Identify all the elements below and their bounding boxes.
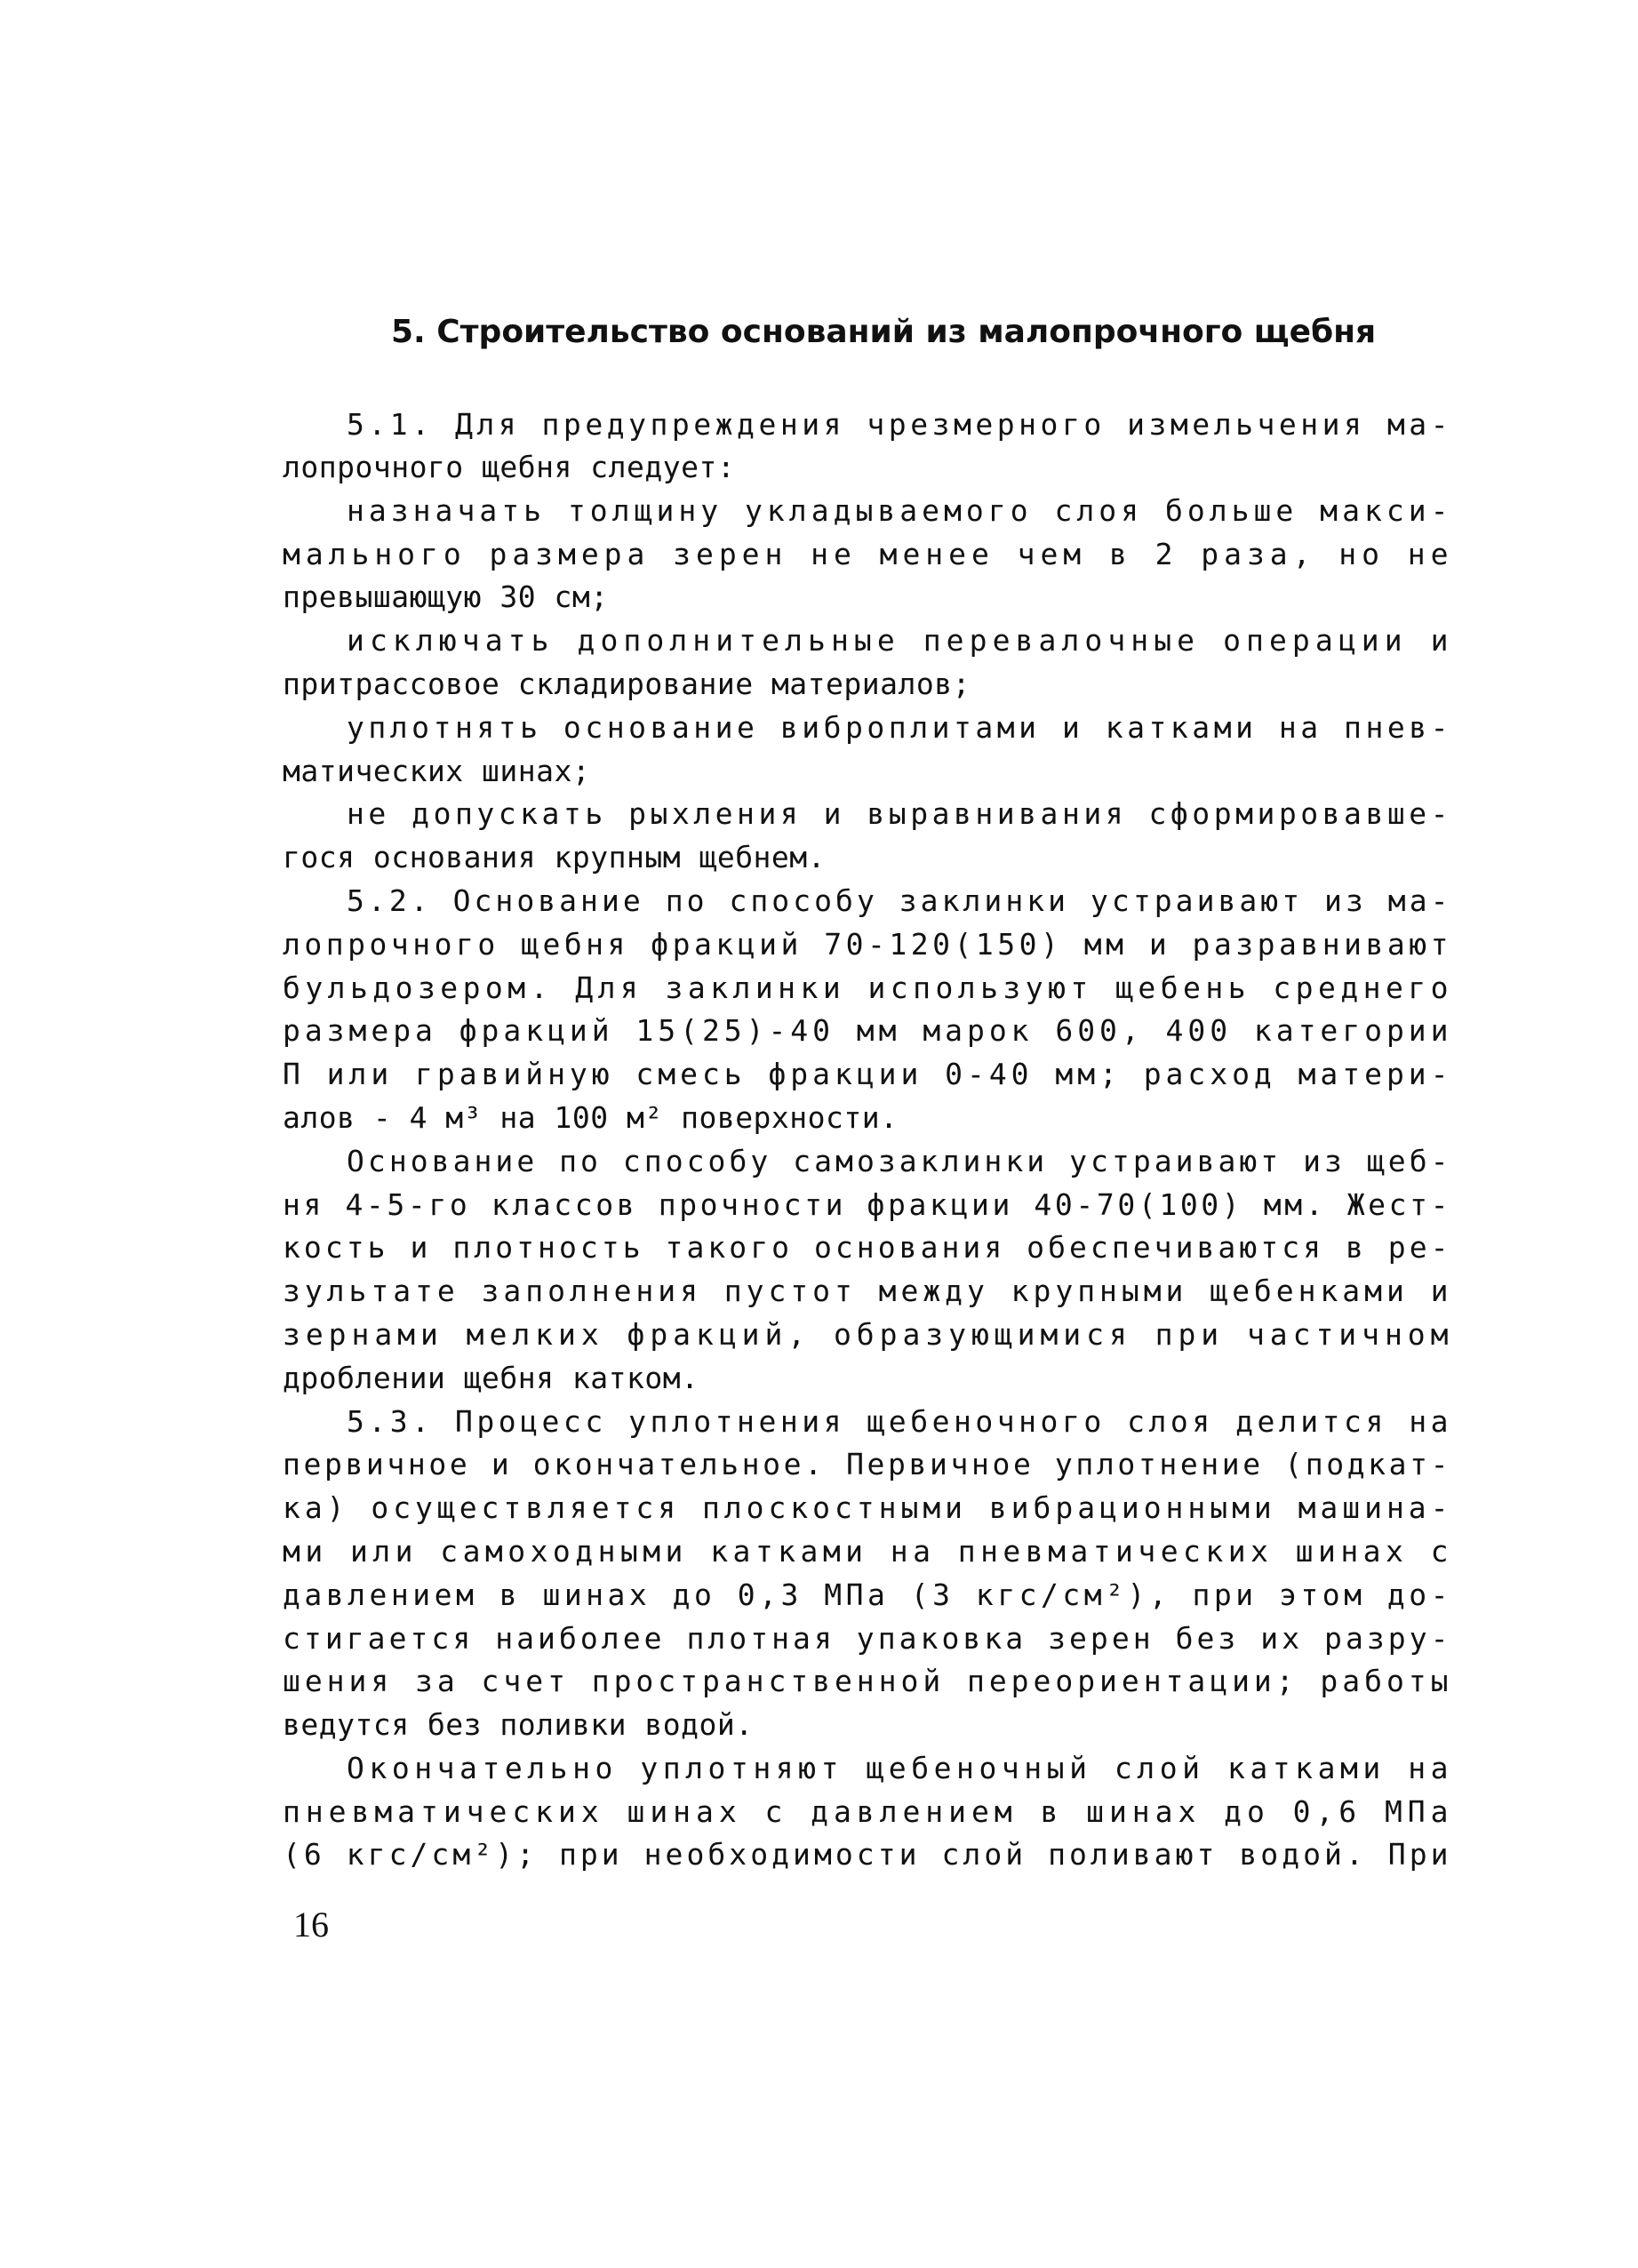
text-line: давлением в шинах до 0,3 МПа (3 кгс/см²), при этом до- (283, 1577, 1452, 1612)
text-line: матических шинах; (283, 754, 591, 788)
page-number: 16 (293, 1905, 329, 1945)
text-line: стигается наиболее плотная упаковка зерен без их разру- (283, 1621, 1452, 1656)
text-line: первичное и окончательное. Первичное уплотнение (подкат- (283, 1447, 1452, 1481)
text-line: (6 кгс/см²); при необходимости слой поливают водой. При (283, 1837, 1452, 1872)
text-line: ми или самоходными катками на пневматических шинах с (283, 1534, 1453, 1569)
text-line: мального размера зерен не менее чем в 2 раза, но не (283, 537, 1454, 571)
text-line: притрассовое складирование материалов; (283, 667, 971, 701)
text-line: зернами мелких фракций, образующимися при частичном (283, 1317, 1454, 1352)
text-line: пневматических шинах с давлением в шинах до 0,6 МПа (283, 1794, 1454, 1829)
text-line: П или гравийную смесь фракции 0-40 мм; расход матери- (283, 1057, 1453, 1091)
text-line: лопрочного щебня следует: (283, 450, 736, 484)
text-line: назначать толщину укладываемого слоя больше макси- (347, 493, 1453, 528)
text-line: лопрочного щебня фракций 70-120(150) мм и разравнивают (283, 927, 1452, 962)
text-line: Основание по способу самозаклинки устраивают из щеб- (347, 1144, 1452, 1178)
text-line: размера фракций 15(25)-40 мм марок 600, 400 категории (283, 1013, 1453, 1048)
text-line: бульдозером. Для заклинки используют щебень среднего (283, 970, 1453, 1005)
text-line: уплотнять основание виброплитами и катками на пнев- (347, 710, 1453, 745)
text-line: гося основания крупным щебнем. (283, 840, 827, 874)
text-line: шения за счет пространственной переориентации; работы (283, 1664, 1453, 1698)
text-line: дроблении щебня катком. (283, 1361, 699, 1395)
text-line: кость и плотность такого основания обеспечиваются в ре- (283, 1230, 1452, 1265)
text-line: ведутся без поливки водой. (283, 1707, 754, 1742)
text-line: исключать дополнительные перевалочные операции и (347, 623, 1454, 658)
text-line: 5.2. Основание по способу заклинки устраивают из ма- (347, 883, 1452, 918)
text-line: ка) осуществляется плоскостными вибрационными машина- (283, 1490, 1453, 1525)
text-line: не допускать рыхления и выравнивания сформировавше- (347, 796, 1453, 831)
text-line: Окончательно уплотняют щебеночный слой катками на (347, 1751, 1454, 1785)
text-line: 5.3. Процесс уплотнения щебеночного слоя делится на (347, 1404, 1453, 1439)
text-line: алов - 4 м³ на 100 м² поверхности. (283, 1100, 899, 1135)
text-line: зультате заполнения пустот между крупными щебенками и (283, 1274, 1453, 1308)
text-line: 5.1. Для предупреждения чрезмерного измельчения ма- (347, 407, 1453, 442)
section-title: 5. Строительство оснований из малопрочного щебня (391, 314, 1377, 350)
text-line: превышающую 30 см; (283, 579, 609, 614)
text-line: ня 4-5-го классов прочности фракции 40-70(100) мм. Жест- (283, 1187, 1452, 1222)
